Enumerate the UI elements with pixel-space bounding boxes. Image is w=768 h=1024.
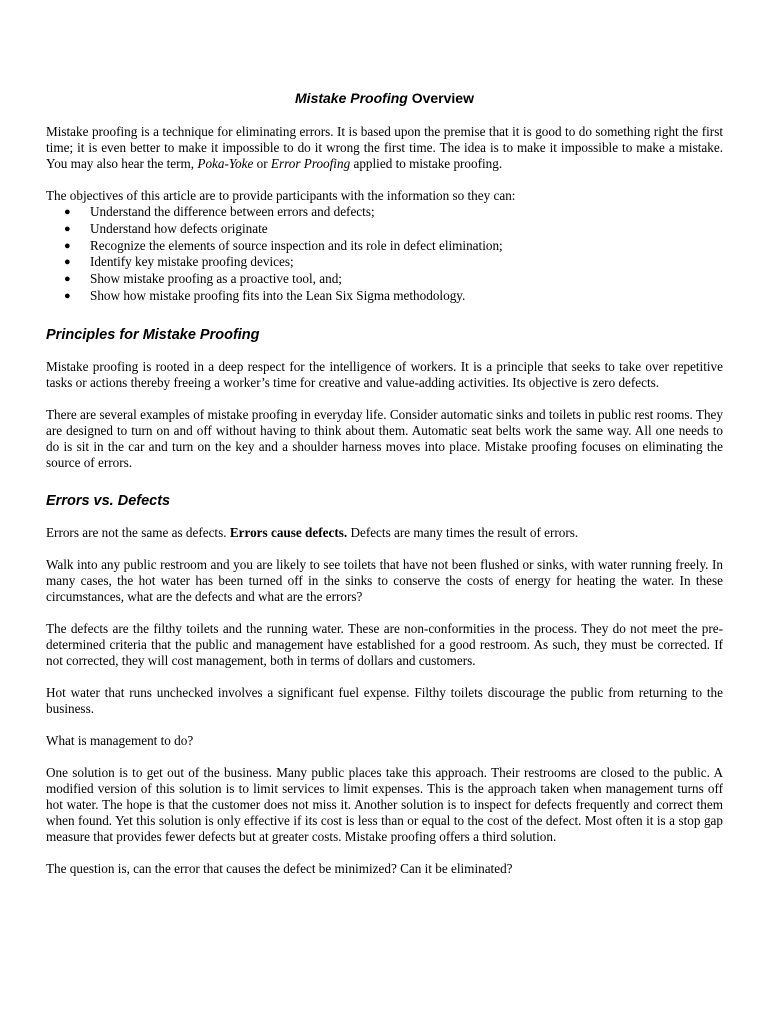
list-item-text: Show how mistake proofing fits into the Lean Six Sigma methodology.: [90, 287, 466, 303]
intro-or: or: [253, 156, 271, 171]
title-italic-part: Mistake Proofing: [295, 90, 408, 106]
list-item-text: Show mistake proofing as a proactive tool, and;: [90, 271, 342, 287]
errors-paragraph-5: What is management to do?: [46, 732, 194, 748]
list-item: [46, 221, 723, 238]
list-item: [46, 271, 723, 288]
section-heading-principles: Principles for Mistake Proofing: [46, 326, 260, 343]
errors-paragraph-6: One solution is to get out of the business. Many public places take this approach. Their restrooms are closed to the public. A modified version of this solution is to limit services to limit expenses. This is the approach taken when management turns off hot water. The hope is that the customer does not miss it. Another solution is to inspect for defects frequently and correct them when found. Yet this solution is only effective if its cost is less than or equal to the cost of the defect. Most often it is a stop gap measure that provides fewer defects but at greater costs. Mistake proofing offers a third solution.: [46, 764, 723, 844]
bullet-icon: ●: [64, 289, 71, 302]
principles-paragraph-2: There are several examples of mistake proofing in everyday life. Consider automatic sinks and toilets in public rest rooms. They are designed to turn on and off without having to think about them. Automatic seat belts work the same way. All one needs to do is sit in the car and turn on the key and a shoulder harness moves into place. Mistake proofing focuses on eliminating the source of errors.: [46, 406, 723, 470]
list-item: [46, 238, 723, 255]
intro-paragraph: [46, 124, 723, 172]
errors-paragraph-1: [46, 525, 723, 541]
bullet-icon: ●: [64, 256, 71, 269]
principles-paragraph-1: Mistake proofing is rooted in a deep respect for the intelligence of workers. It is a principle that seeks to take over repetitive tasks or actions thereby freeing a worker’s time for creative and value-adding activities. Its objective is zero defects.: [46, 358, 723, 390]
errors-p1-bold: Errors cause defects.: [229, 524, 348, 540]
list-item: [46, 254, 723, 271]
intro-end: applied to mistake proofing.: [350, 156, 503, 171]
term-error-proofing: Error Proofing: [270, 156, 351, 171]
list-item-text: Identify key mistake proofing devices;: [90, 254, 294, 270]
errors-p1-end: Defects are many times the result of errors.: [347, 524, 579, 540]
objectives-list: [46, 204, 723, 305]
bullet-icon: ●: [64, 206, 71, 218]
list-item-text: Understand the difference between errors and defects;: [90, 204, 375, 219]
errors-paragraph-4: Hot water that runs unchecked involves a significant fuel expense. Filthy toilets discourage the public from returning to the business.: [46, 684, 723, 716]
title-rest: Overview: [407, 90, 474, 106]
errors-paragraph-7: The question is, can the error that causes the defect be minimized? Can it be eliminated?: [46, 860, 513, 876]
errors-p1-start: Errors are not the same as defects.: [46, 524, 230, 540]
list-item: [46, 204, 723, 221]
document-title: [46, 88, 723, 108]
errors-paragraph-3: The defects are the filthy toilets and the running water. These are non-conformities in the process. They do not meet the pre-determined criteria that the public and management have established for a good restroom. As such, they must be corrected. If not corrected, they will cost management, both in terms of dollars and customers.: [46, 620, 723, 668]
list-item-text: Understand how defects originate: [90, 220, 268, 236]
term-poka-yoke: Poka-Yoke: [197, 156, 254, 171]
bullet-icon: ●: [64, 239, 71, 252]
document-body: [46, 88, 723, 893]
section-heading-errors: Errors vs. Defects: [46, 492, 171, 509]
objectives-lead: The objectives of this article are to provide participants with the information so they can:: [46, 188, 516, 203]
list-item: [46, 288, 723, 305]
bullet-icon: ●: [64, 222, 71, 235]
intro-text: Mistake proofing is a technique for eliminating errors. It is based upon the premise that it is good to do something right the first time; it is even better to make it impossible to do it wrong the first time. The idea is to make it impossible to make a mistake. You may also hear the term,: [46, 124, 723, 171]
bullet-icon: ●: [64, 273, 71, 286]
errors-paragraph-2: Walk into any public restroom and you are likely to see toilets that have not been flushed or sinks, with water running freely. In many cases, the hot water has been turned off in the sinks to conserve the costs of energy for heating the water. In these circumstances, what are the defects and what are the errors?: [46, 556, 723, 604]
list-item-text: Recognize the elements of source inspection and its role in defect elimination;: [90, 237, 503, 253]
